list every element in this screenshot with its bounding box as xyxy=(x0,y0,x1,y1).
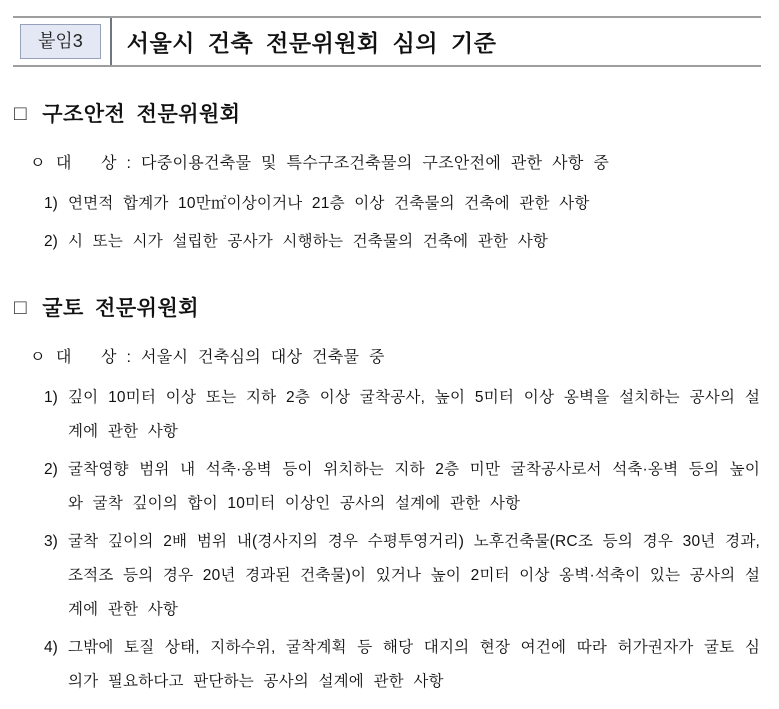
section-heading-label: 굴토 전문위원회 xyxy=(42,297,200,320)
list-item xyxy=(44,453,761,521)
section-structural-safety xyxy=(14,98,761,259)
list-item xyxy=(44,381,761,449)
item-number: 2) xyxy=(44,461,58,478)
circle-bullet-icon: ㅇ xyxy=(30,155,46,172)
item-text: 깊이 10미터 이상 또는 지하 2층 이상 굴착공사, 높이 5미터 이상 옹벽을 설치하는 공사의 설계에 관한 사항 xyxy=(68,389,760,440)
item-number: 3) xyxy=(44,533,58,550)
target-text: 대 상 : 다중이용건축물 및 특수구조건축물의 구조안전에 관한 사항 중 xyxy=(56,155,610,172)
square-bullet-icon: □ xyxy=(14,101,28,125)
item-list xyxy=(14,187,761,259)
target-line xyxy=(30,347,761,369)
section-excavation xyxy=(14,292,761,699)
item-number: 1) xyxy=(44,389,58,406)
attachment-badge-cell xyxy=(13,18,110,65)
document-title: 서울시 건축 전문위원회 심의 기준 xyxy=(126,30,497,56)
document-header xyxy=(13,16,761,67)
attachment-badge: 붙임3 xyxy=(20,24,101,60)
item-number: 1) xyxy=(44,195,58,212)
list-item xyxy=(44,631,761,699)
item-list xyxy=(14,381,761,699)
item-text: 시 또는 시가 설립한 공사가 시행하는 건축물의 건축에 관한 사항 xyxy=(68,233,549,250)
item-number: 2) xyxy=(44,233,58,250)
list-item xyxy=(44,225,761,259)
item-text: 굴착 깊이의 2배 범위 내(경사지의 경우 수평투영거리) 노후건축물(RC조 등의 경우 30년 경과, 조적조 등의 경우 20년 경과된 건축물)이 있거나 높이 2미터 이상 옹벽·석축이 있는 공사의 설계에 관한 사항 xyxy=(68,533,760,618)
item-text: 그밖에 토질 상태, 지하수위, 굴착계획 등 해당 대지의 현장 여건에 따라 허가권자가 굴토 심의가 필요하다고 판단하는 공사의 설계에 관한 사항 xyxy=(68,639,760,690)
target-text: 대 상 : 서울시 건축심의 대상 건축물 중 xyxy=(56,349,385,366)
item-text: 굴착영향 범위 내 석축·옹벽 등이 위치하는 지하 2층 미만 굴착공사로서 석축·옹벽 등의 높이와 굴착 깊이의 합이 10미터 이상인 공사의 설계에 관한 사항 xyxy=(68,461,760,512)
section-heading xyxy=(14,292,761,322)
target-line xyxy=(30,153,761,175)
item-number: 4) xyxy=(44,639,58,656)
section-heading xyxy=(14,98,761,128)
square-bullet-icon: □ xyxy=(14,295,28,319)
circle-bullet-icon: ㅇ xyxy=(30,349,46,366)
item-text: 연면적 합계가 10만㎡이상이거나 21층 이상 건축물의 건축에 관한 사항 xyxy=(68,195,590,212)
list-item xyxy=(44,187,761,221)
list-item xyxy=(44,525,761,627)
section-heading-label: 구조안전 전문위원회 xyxy=(42,103,241,126)
